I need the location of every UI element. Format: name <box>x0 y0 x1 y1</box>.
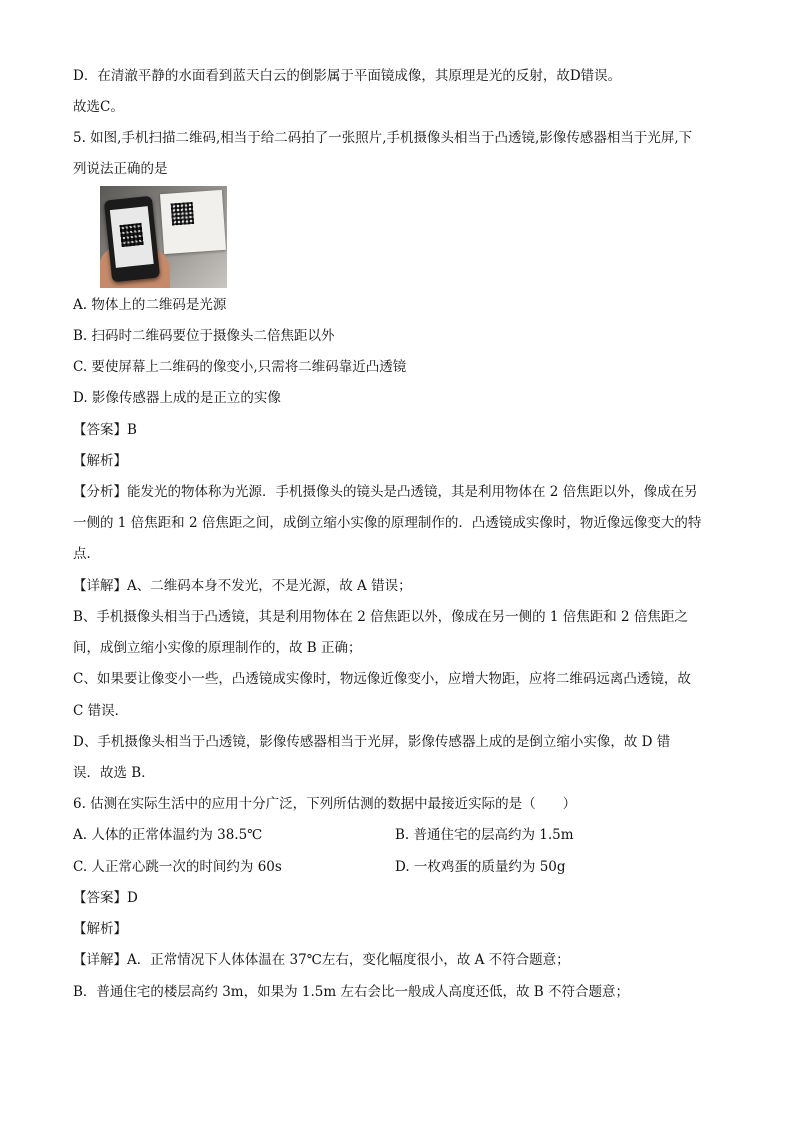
text-line: D．在清澈平静的水面看到蓝天白云的倒影属于平面镜成像，其原理是光的反射，故D错误。 <box>73 68 622 84</box>
analysis-label: 【解析】 <box>73 453 127 469</box>
qr-card <box>160 190 226 254</box>
text-line: 故选C。 <box>73 99 124 115</box>
option-b: B. 扫码时二维码要位于摄像头二倍焦距以外 <box>73 328 335 344</box>
question-5-stem-cont: 列说法正确的是 <box>73 161 168 177</box>
phone-scanning-qr-photo <box>100 186 227 288</box>
detail-text: C 错误． <box>73 703 129 719</box>
detail-text: 【详解】A、二维码本身不发光，不是光源，故 A 错误； <box>73 578 412 594</box>
option-c: C. 要使屏幕上二维码的像变小,只需将二维码靠近凸透镜 <box>73 359 407 375</box>
analysis-text: 一侧的 1 倍焦距和 2 倍焦距之间，成倒立缩小实像的原理制作的．凸透镜成实像时，物近像远像变大的特 <box>73 515 702 531</box>
option-b: B. 普通住宅的层高约为 1.5m <box>395 827 574 843</box>
detail-text: C、如果要让像变小一些，凸透镜成实像时，物远像近像变小，应增大物距，应将二维码远离凸透镜，故 <box>73 671 691 687</box>
analysis-text: 点． <box>73 546 100 562</box>
detail-text: B．普通住宅的楼层高约 3m，如果为 1.5m 左右会比一般成人高度还低，故 B 不符合题意； <box>73 984 629 1000</box>
question-6-stem: 6. 估测在实际生活中的应用十分广泛，下列所估测的数据中最接近实际的是（ ） <box>73 796 577 812</box>
detail-text: B、手机摄像头相当于凸透镜，其是利用物体在 2 倍焦距以外，像成在另一侧的 1 倍焦距和 2 倍焦距之 <box>73 609 688 625</box>
analysis-label: 【解析】 <box>73 921 127 937</box>
phone <box>104 196 160 283</box>
detail-text: D、手机摄像头相当于凸透镜，影像传感器相当于光屏，影像传感器上成的是倒立缩小实像，故 D 错 <box>73 734 671 750</box>
analysis-text: 【分析】能发光的物体称为光源．手机摄像头的镜头是凸透镜，其是利用物体在 2 倍焦距以外，像成在另 <box>73 484 698 500</box>
detail-text: 误．故选 B． <box>73 765 155 781</box>
option-c: C. 人正常心跳一次的时间约为 60s <box>73 859 282 875</box>
detail-text: 间，成倒立缩小实像的原理制作的，故 B 正确； <box>73 640 362 656</box>
option-a: A. 人体的正常体温约为 38.5℃ <box>73 827 263 843</box>
option-a: A. 物体上的二维码是光源 <box>73 297 227 313</box>
question-5-stem: 5. 如图,手机扫描二维码,相当于给二码拍了一张照片,手机摄像头相当于凸透镜,影像传感器相当于光屏,下 <box>73 130 693 146</box>
answer-label: 【答案】B <box>73 422 137 438</box>
detail-text: 【详解】A．正常情况下人体体温在 37℃左右，变化幅度很小，故 A 不符合题意； <box>73 952 570 968</box>
option-d: D. 一枚鸡蛋的质量约为 50g <box>395 859 566 875</box>
answer-label: 【答案】D <box>73 890 138 906</box>
qr-code-icon <box>119 223 143 247</box>
option-d: D. 影像传感器上成的是正立的实像 <box>73 390 281 406</box>
